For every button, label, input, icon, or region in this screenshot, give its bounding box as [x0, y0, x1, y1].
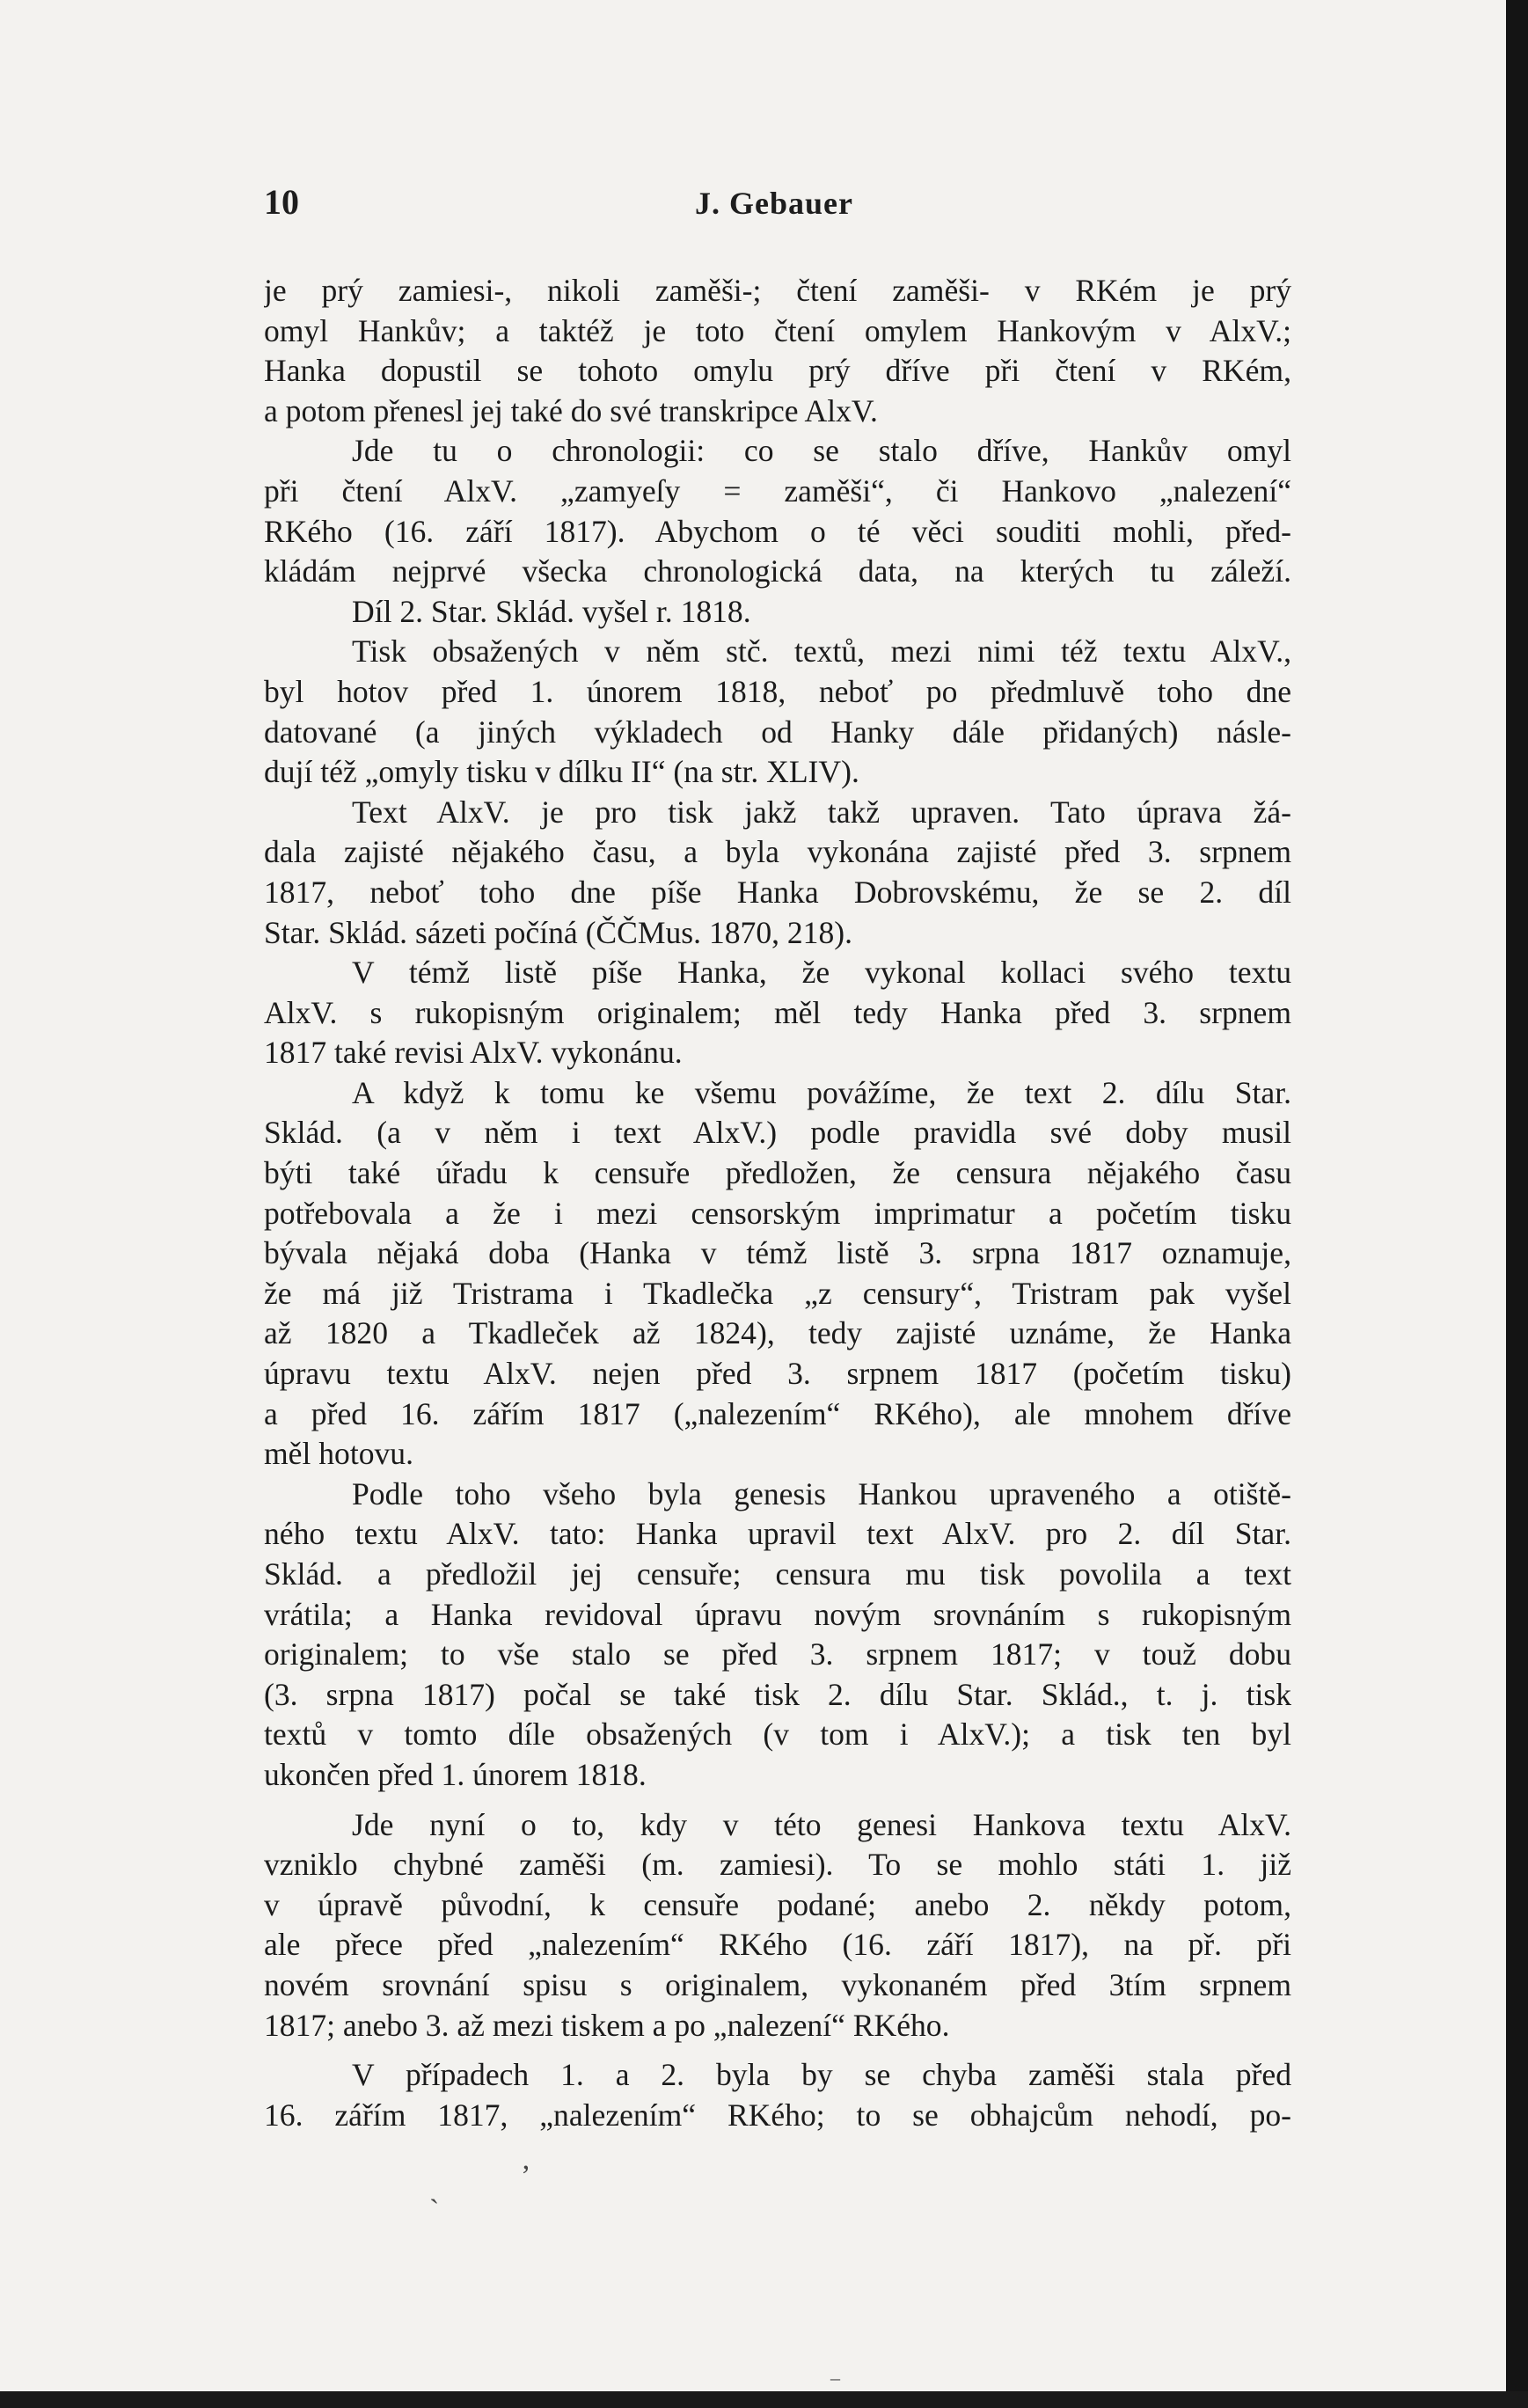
page-number: 10: [264, 182, 299, 222]
stray-mark: ˏ: [429, 2171, 440, 2204]
text-line: (3. srpna 1817) počal se také tisk 2. dílu Star. Sklád., t. j. tisk: [264, 1676, 1291, 1712]
text-line: v úpravě původní, k censuře podané; anebo 2. někdy potom,: [264, 1886, 1291, 1922]
text-line: měl hotovu.: [264, 1436, 413, 1472]
text-line: 16. zářím 1817, „nalezením“ RKého; to se obhajcům nehodí, po-: [264, 2097, 1291, 2133]
text-line: bývala nějaká doba (Hanka v témž listě 3. srpna 1817 oznamuje,: [264, 1235, 1291, 1271]
scan-edge-bottom: [0, 2391, 1528, 2408]
text-line: dala zajisté nějakého času, a byla vykonána zajisté před 3. srpnem: [264, 834, 1291, 870]
text-line: Star. Sklád. sázeti počíná (ČČMus. 1870, 218).: [264, 914, 853, 950]
text-line: 1817, neboť toho dne píše Hanka Dobrovskému, že se 2. díl: [264, 874, 1291, 910]
text-line: textů v tomto díle obsažených (v tom i AlxV.); a tisk ten byl: [264, 1716, 1291, 1753]
text-line: že má již Tristrama i Tkadlečka „z censury“, Tristram pak vyšel: [264, 1275, 1291, 1311]
text-line: ale přece před „nalezením“ RKého (16. září 1817), na př. při: [264, 1927, 1291, 1963]
text-line: býti také úřadu k censuře předložen, že censura nějakého času: [264, 1155, 1291, 1191]
running-head: J. Gebauer: [695, 186, 853, 221]
text-line: Text AlxV. je pro tisk jakž takž upraven. Tato úprava žá-: [352, 794, 1291, 830]
text-line: vrátila; a Hanka revidoval úpravu novým srovnáním s rukopisným: [264, 1596, 1291, 1632]
text-line: Díl 2. Star. Sklád. vyšel r. 1818.: [352, 593, 751, 629]
text-line: A když k tomu ke všemu povážíme, že text 2. dílu Star.: [352, 1074, 1291, 1110]
text-line: ukončen před 1. únorem 1818.: [264, 1756, 647, 1792]
text-line: V témž listě píše Hanka, že vykonal kollaci svého textu: [352, 955, 1291, 991]
text-line: novém srovnání spisu s originalem, vykonaném před 3tím srpnem: [264, 1966, 1291, 2002]
stray-mark: ‒: [830, 2367, 840, 2389]
body-text: [264, 271, 1291, 2135]
text-line: při čtení AlxV. „zamyeſy = zaměši“, či Hankovo „nalezení“: [264, 472, 1291, 509]
text-line: Podle toho všeho byla genesis Hankou upraveného a otiště-: [352, 1475, 1291, 1511]
text-line: a potom přenesl jej také do své transkripce AlxV.: [264, 392, 878, 428]
text-line: kládám nejprvé všecka chronologická data, na kterých tu záleží.: [264, 553, 1291, 589]
text-line: potřebovala a že i mezi censorským imprimatur a početím tisku: [264, 1195, 1291, 1231]
text-line: AlxV. s rukopisným originalem; měl tedy Hanka před 3. srpnem: [264, 994, 1291, 1030]
text-line: RKého (16. září 1817). Abychom o té věci souditi mohli, před-: [264, 513, 1291, 549]
text-line: originalem; to vše stalo se před 3. srpnem 1817; v touž dobu: [264, 1636, 1291, 1672]
text-line: dují též „omyly tisku v dílku II“ (na str. XLIV).: [264, 754, 859, 790]
text-line: omyl Hankův; a taktéž je toto čtení omylem Hankovým v AlxV.;: [264, 312, 1291, 348]
text-line: Sklád. (a v něm i text AlxV.) podle pravidla své doby musil: [264, 1115, 1291, 1151]
text-line: Jde tu o chronologii: co se stalo dříve, Hankův omyl: [352, 433, 1291, 469]
text-line: a před 16. zářím 1817 („nalezením“ RKého), ale mnohem dříve: [264, 1395, 1291, 1431]
page-header: [255, 181, 1293, 225]
text-line: datované (a jiných výkladech od Hanky dále přidaných) násle-: [264, 714, 1291, 750]
text-line: ného textu AlxV. tato: Hanka upravil text AlxV. pro 2. díl Star.: [264, 1516, 1291, 1552]
text-line: 1817 také revisi AlxV. vykonánu.: [264, 1035, 683, 1071]
text-line: až 1820 a Tkadleček až 1824), tedy zajisté uznáme, že Hanka: [264, 1315, 1291, 1351]
text-line: Jde nyní o to, kdy v této genesi Hankova textu AlxV.: [352, 1806, 1291, 1842]
scan-edge-right: [1506, 0, 1528, 2408]
text-line: byl hotov před 1. únorem 1818, neboť po předmluvě toho dne: [264, 673, 1291, 709]
text-line: Hanka dopustil se tohoto omylu prý dříve při čtení v RKém,: [264, 353, 1291, 389]
text-line: je prý zamiesi-, nikoli zaměši-; čtení zaměši- v RKém je prý: [264, 273, 1291, 308]
text-line: úpravu textu AlxV. nejen před 3. srpnem 1817 (početím tisku): [264, 1356, 1291, 1392]
text-line: Sklád. a předložil jej censuře; censura mu tisk povolila a text: [264, 1556, 1291, 1592]
text-line: V případech 1. a 2. byla by se chyba zaměši stala před: [352, 2057, 1291, 2093]
text-line: Tisk obsažených v něm stč. textů, mezi nimi též textu AlxV.,: [352, 633, 1291, 670]
text-line: vzniklo chybné zaměši (m. zamiesi). To se mohlo státi 1. již: [264, 1847, 1291, 1883]
stray-mark: ʼ: [521, 2160, 531, 2192]
text-line: 1817; anebo 3. až mezi tiskem a po „nalezení“ RKého.: [264, 2007, 950, 2043]
